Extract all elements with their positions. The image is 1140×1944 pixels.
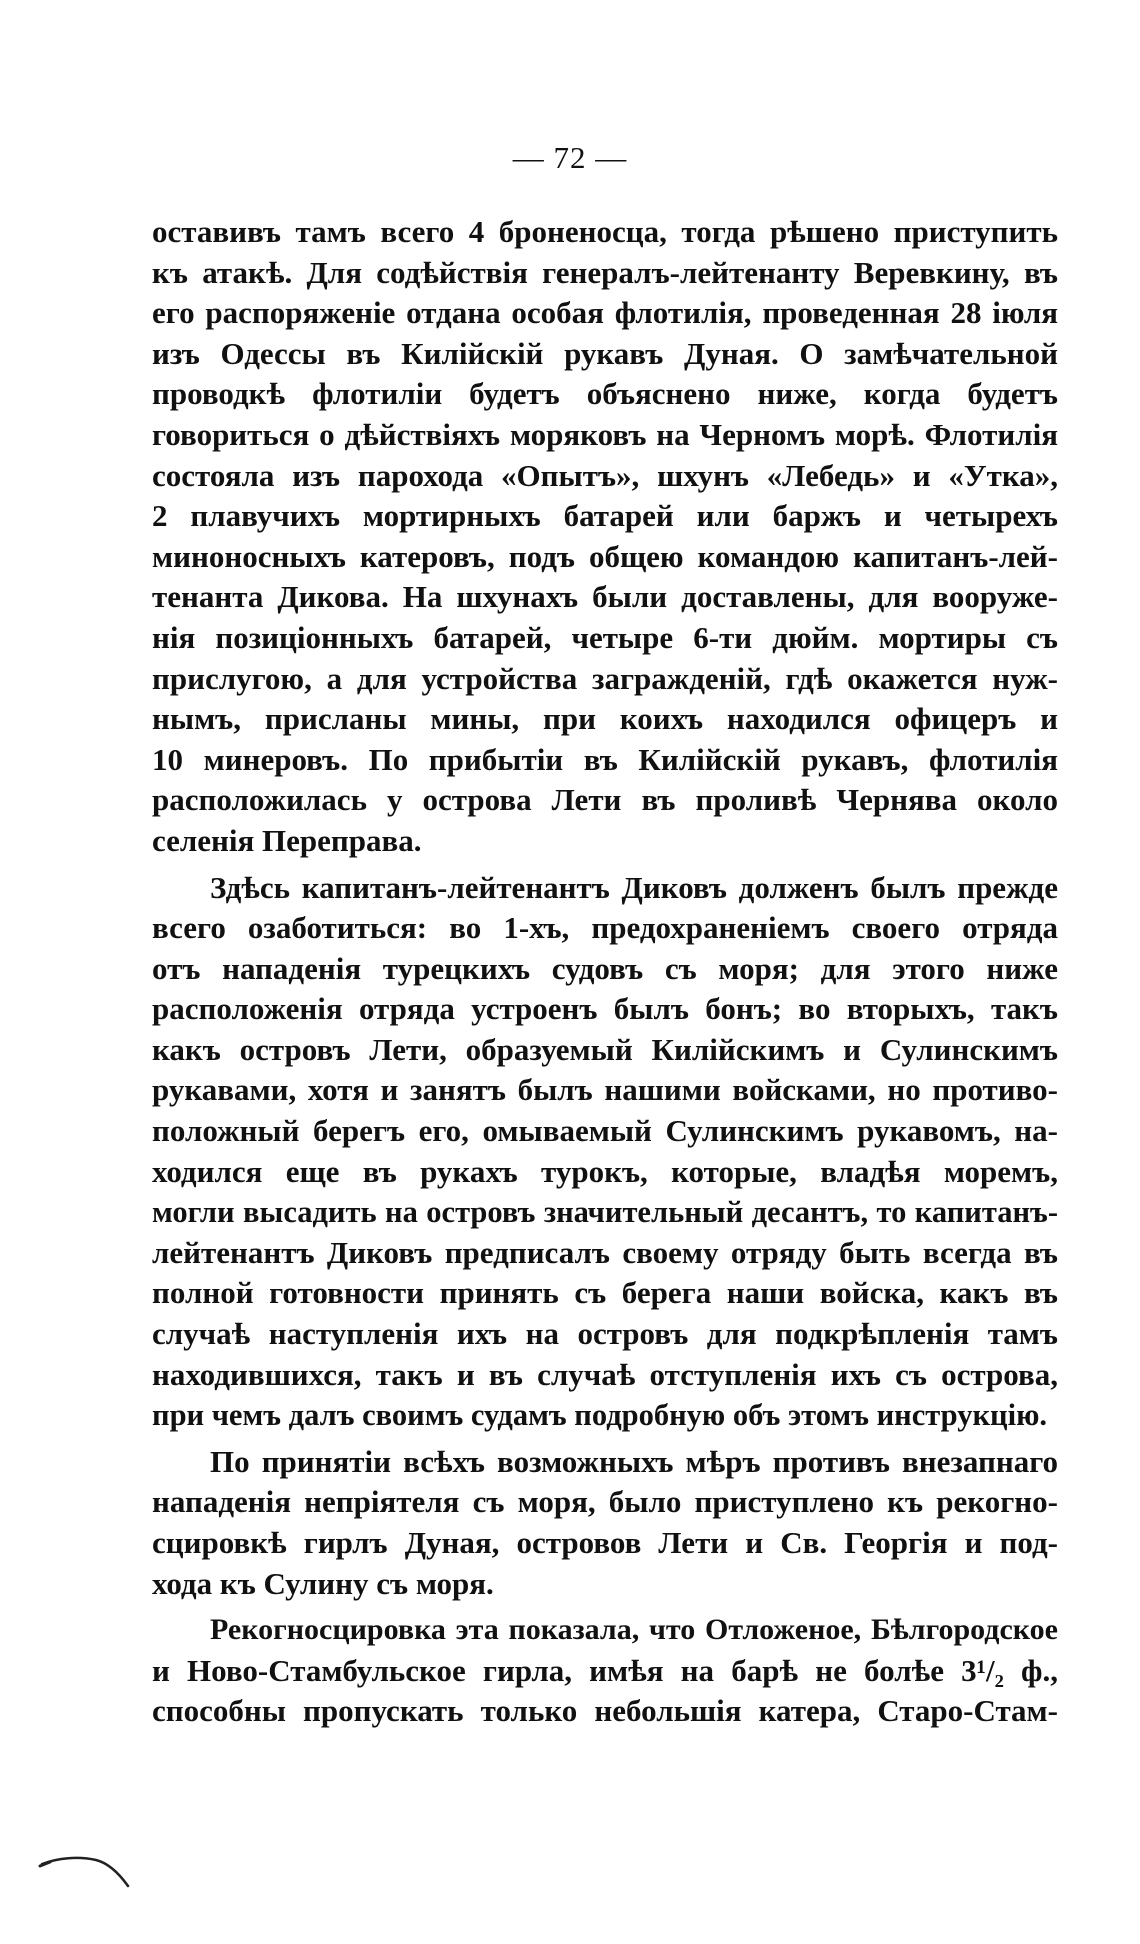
paragraph-1 bbox=[152, 212, 1058, 862]
text-line: и Ново-Стамбульское гирла, имѣя на барѣ не болѣе 3¹/₂ ф., bbox=[152, 1652, 1058, 1688]
text-line: полной готовности принять съ берега наши войска, какъ въ bbox=[152, 1275, 1058, 1311]
text-line: какъ островъ Лети, образуемый Килійскимъ и Сулинскимъ bbox=[152, 1031, 1058, 1067]
text-line: его распоряженіе отдана особая флотилія, проведенная 28 іюля bbox=[152, 295, 1058, 331]
paragraph-4 bbox=[152, 1610, 1058, 1732]
text-line: хода къ Сулину съ моря. bbox=[152, 1565, 494, 1601]
text-line: лейтенантъ Диковъ предписалъ своему отряду быть всегда въ bbox=[152, 1234, 1058, 1270]
text-line: состояла изъ парохода «Опытъ», шхунъ «Лебедь» и «Утка», bbox=[152, 457, 1058, 493]
text-line: 10 минеровъ. По прибытіи въ Килійскій рукавъ, флотилія bbox=[152, 741, 1058, 777]
text-line: нія позиціонныхъ батарей, четыре 6-ти дюйм. мортиры съ bbox=[152, 619, 1058, 655]
text-line: говориться о дѣйствіяхъ моряковъ на Черномъ морѣ. Флотилія bbox=[152, 416, 1058, 452]
text-line: оставивъ тамъ всего 4 броненосца, тогда рѣшено приступить bbox=[152, 214, 1058, 249]
text-line: къ атакѣ. Для содѣйствія генералъ-лейтенанту Веревкину, въ bbox=[152, 254, 1058, 290]
text-line: миноносныхъ катеровъ, подъ общею командою капитанъ-лей- bbox=[152, 538, 1058, 574]
text-line: прислугою, а для устройства загражденій, гдѣ окажется нуж- bbox=[152, 660, 1058, 696]
text-line: при чемъ далъ своимъ судамъ подробную объ этомъ инструкцію. bbox=[152, 1398, 1047, 1433]
paragraph-3 bbox=[152, 1442, 1058, 1604]
text-line: ходился еще въ рукахъ турокъ, которые, владѣя моремъ, bbox=[152, 1153, 1058, 1189]
text-line: сцировкѣ гирлъ Дуная, островов Лети и Св. Георгія и под- bbox=[152, 1525, 1058, 1560]
text-line: Здѣсь капитанъ-лейтенантъ Диковъ долженъ былъ прежде bbox=[210, 869, 1058, 905]
text-line: Рекогносцировка эта показала, что Отложеное, Бѣлгородское bbox=[210, 1613, 1058, 1647]
text-line: расположилась у острова Лети въ проливѣ Чернява около bbox=[152, 782, 1058, 818]
paragraph-2 bbox=[152, 868, 1058, 1436]
text-line: тенанта Дикова. На шхунахъ были доставлены, для вооруже- bbox=[152, 579, 1058, 615]
text-line: расположенія отряда устроенъ былъ бонъ; во вторыхъ, такъ bbox=[152, 991, 1058, 1027]
text-line: селенія Переправа. bbox=[152, 822, 422, 858]
text-line: нападенія непріятеля съ моря, было приступлено къ рекогно- bbox=[152, 1484, 1058, 1520]
text-line: изъ Одессы въ Килійскій рукавъ Дуная. О замѣчательной bbox=[152, 335, 1058, 371]
text-line: могли высадить на островъ значительный десантъ, то капитанъ- bbox=[152, 1195, 1058, 1230]
text-line: рукавами, хотя и занятъ былъ нашими войсками, но противо- bbox=[152, 1072, 1058, 1108]
text-line: способны пропускать только небольшія катера, Старо-Стам- bbox=[152, 1693, 1058, 1729]
body-text bbox=[152, 212, 1058, 1732]
text-line: положный берегъ его, омываемый Сулинскимъ рукавомъ, на- bbox=[152, 1113, 1058, 1149]
text-line: проводкѣ флотиліи будетъ объяснено ниже, когда будетъ bbox=[152, 376, 1058, 412]
text-line: всего озаботиться: во 1-хъ, предохраненіемъ своего отряда bbox=[152, 910, 1058, 946]
text-line: случаѣ наступленія ихъ на островъ для подкрѣпленія тамъ bbox=[152, 1316, 1058, 1352]
text-line: находившихся, такъ и въ случаѣ отступленія ихъ съ острова, bbox=[152, 1356, 1058, 1392]
text-line: нымъ, присланы мины, при коихъ находился офицеръ и bbox=[152, 701, 1058, 737]
page-number: — 72 — bbox=[512, 140, 628, 175]
text-line: отъ нападенія турецкихъ судовъ съ моря; для этого ниже bbox=[152, 950, 1058, 986]
text-line: 2 плавучихъ мортирныхъ батарей или баржъ и четырехъ bbox=[152, 498, 1058, 534]
scan-pencil-mark-icon bbox=[38, 1852, 134, 1892]
text-line: По принятіи всѣхъ возможныхъ мѣръ противъ внезапнаго bbox=[210, 1443, 1058, 1479]
